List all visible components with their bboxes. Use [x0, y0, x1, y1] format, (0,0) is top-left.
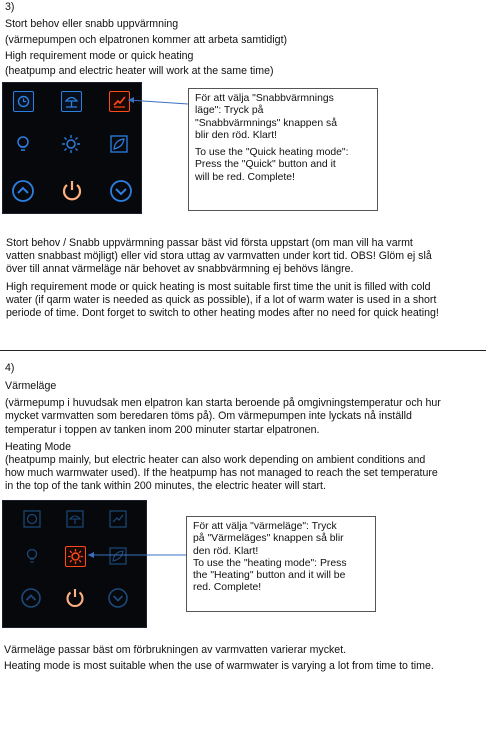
callout-quick-en-line: To use the "Quick heating mode": — [195, 147, 349, 159]
clock-button[interactable] — [13, 91, 34, 112]
callout-arrow-heating — [82, 545, 192, 565]
section4-footer-en: Heating mode is most suitable when the use of warmwater is varying a lot from time to time. — [4, 660, 434, 672]
callout-quick-sv-line: För att välja "Snabbvärmnings — [195, 93, 334, 104]
desc-line: water (if qarm water is needed as quick as possible), if a lot of warm water is used in a short — [6, 293, 437, 306]
power-icon[interactable] — [63, 586, 87, 610]
callout-heating — [186, 516, 376, 612]
callout-quick-sv-line: läge": Tryck på — [195, 105, 264, 117]
section3-description — [6, 237, 439, 320]
section3-subtitle-sv: (värmepumpen och elpatronen kommer att arbeta samtidigt) — [5, 34, 288, 46]
section3-title-sv: Stort behov eller snabb uppvärmning — [5, 18, 179, 30]
clock-icon — [14, 92, 33, 111]
eco-icon[interactable] — [109, 134, 129, 154]
beach-umbrella-icon[interactable] — [66, 510, 84, 528]
section4-title-sv: Värmeläge — [5, 380, 57, 392]
section3-subtitle-en: (heatpump and electric heater will work at the same time) — [5, 65, 274, 77]
callout-quick-sv-line: blir den röd. Klart! — [195, 129, 278, 141]
vacation-button[interactable] — [61, 91, 82, 112]
power-icon[interactable] — [59, 178, 85, 204]
desc-line: (heatpump mainly, but electric heater can also work depending on ambient conditions and — [5, 454, 426, 467]
desc-line: över till annat värmeläge när behovet av snabbvärmning ej behövs längre. — [6, 263, 354, 276]
callout-heating-en-line: red. Complete! — [193, 582, 262, 594]
clock-icon[interactable] — [23, 510, 41, 528]
quick-heat-icon[interactable] — [109, 510, 127, 528]
callout-heating-sv-line: den röd. Klart! — [193, 545, 259, 557]
section-number-3: 3) — [5, 1, 15, 13]
bulb-icon[interactable] — [13, 134, 33, 154]
callout-quick — [188, 88, 378, 211]
callout-heating-en-line: To use the "heating mode": Press — [193, 557, 347, 569]
sun-icon[interactable] — [61, 134, 81, 154]
desc-line: temperatur i toppen av tanken inom 200 minuter startar elpatronen. — [5, 423, 320, 436]
section-divider — [0, 350, 486, 351]
down-arrow-icon[interactable] — [107, 587, 129, 609]
callout-heating-sv-line: För att välja "värmeläge": Tryck — [193, 521, 337, 532]
callout-heating-en-line: the "Heating" button and it will be — [193, 570, 346, 582]
section4-text — [5, 380, 441, 494]
callout-quick-en-line: will be red. Complete! — [195, 171, 295, 183]
bulb-icon[interactable] — [23, 547, 41, 565]
desc-line: (värmepump i huvudsak men elpatron kan starta beroende på omgivningstemperatur och hur — [5, 397, 441, 410]
beach-umbrella-icon — [62, 92, 81, 111]
desc-line: periode of time. Dont forget to switch to other heating modes after no need for quick heating! — [6, 307, 439, 320]
desc-line: how much warmwater used). If the heatpump has not managed to reach the set temperature — [5, 467, 438, 480]
desc-line: High requirement mode or quick heating is most suitable first time the unit is filled with cold — [6, 280, 431, 293]
desc-line: vatten snabbast möjligt) eller vid stora uttag av varmvatten under kort tid. OBS! Glöm ej slå — [6, 250, 432, 263]
section3-title-en: High requirement mode or quick heating — [5, 50, 194, 62]
desc-line: in the top of the tank within 200 minutes, the electric heater will start. — [5, 480, 326, 493]
up-arrow-icon[interactable] — [11, 179, 35, 203]
callout-heating-sv-line: på "Värmeläges" knappen så blir — [193, 533, 344, 545]
desc-line: mycket varmvatten som beredaren töms på). Om värmepumpen inte lyckats nå inställd — [5, 410, 412, 423]
section4-footer-sv: Värmeläge passar bäst om förbrukningen av varmvatten varierar mycket. — [4, 644, 347, 656]
section-number-4: 4) — [5, 362, 15, 374]
callout-quick-sv-line: "Snabbvärmnings" knappen så — [195, 117, 337, 129]
down-arrow-icon[interactable] — [109, 179, 133, 203]
up-arrow-icon[interactable] — [20, 587, 42, 609]
section4-title-en: Heating Mode — [5, 440, 71, 453]
desc-line: Stort behov / Snabb uppvärmning passar bäst vid första uppstart (om man vill ha varmt — [6, 237, 413, 249]
callout-quick-en-line: Press the "Quick" button and it — [195, 159, 336, 171]
